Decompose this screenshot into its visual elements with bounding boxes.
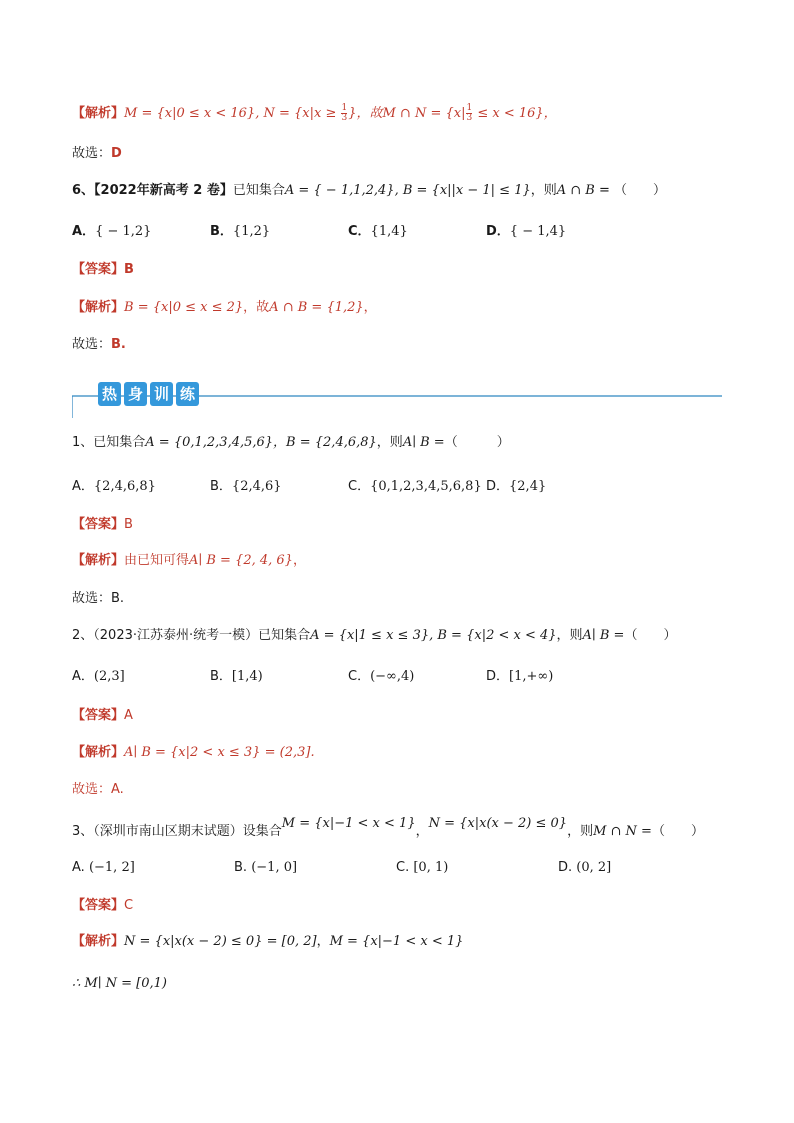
w3-analysis-b: ， — [316, 934, 330, 949]
banner-char-3: 训 — [150, 382, 173, 406]
w2-option-c[interactable]: C．(−∞,4) — [348, 669, 415, 684]
q6-answer — [72, 260, 134, 280]
q6-choose — [72, 335, 126, 355]
q6-analysis — [72, 298, 377, 318]
q6-stem-c: = （ ） — [594, 183, 667, 198]
q6-choose-value: B. — [111, 337, 126, 352]
w2-stem-b: ，则 — [556, 628, 583, 643]
q6-option-d[interactable]: D．{ − 1,4} — [486, 224, 567, 239]
w1-analysis — [72, 551, 306, 571]
w1-stem-c: （ ） — [444, 435, 510, 450]
w2-analysis-tag: 【解析】 — [72, 745, 125, 760]
section-banner-warmup — [72, 380, 722, 420]
w3-analysis-a: N = {x|x(x − 2) ≤ 0} = [0, 2] — [124, 934, 317, 949]
q5-analysis-res-b: ≤ x < 16}， — [473, 106, 557, 121]
w3-option-d[interactable]: D. (0, 2] — [558, 860, 612, 875]
w3-conclusion — [72, 974, 167, 994]
w1-choose-text: 故选：B. — [72, 591, 125, 606]
w1-choose — [72, 589, 124, 609]
w3-stem-n: N = {x|x(x − 2) ≤ 0} — [428, 816, 568, 831]
w1-analysis-b: A∣ B = {2, 4, 6} — [189, 553, 293, 568]
q6-option-c[interactable]: C．{1,4} — [348, 224, 408, 239]
w3-stem-b: ，则 — [567, 824, 594, 839]
w3-answer-value: C — [124, 898, 134, 913]
w3-option-b[interactable]: B. (−1, 0] — [234, 860, 298, 875]
q5-analysis-res-a: M ∩ N = {x| — [382, 106, 466, 121]
q5-analysis-mid: }，故 — [348, 106, 383, 121]
w2-analysis-a: A∣ B = {x|2 < x ≤ 3} = (2,3]. — [124, 745, 315, 760]
w1-analysis-c: ， — [292, 553, 306, 568]
w3-stem-expr: M ∩ N = — [593, 824, 652, 839]
q5-analysis-frac-2: $\frac{1}{3}$ — [466, 103, 473, 123]
w1-analysis-a: 由已知可得 — [124, 553, 190, 568]
w3-stem — [72, 816, 704, 842]
banner-title — [98, 382, 199, 406]
q6-stem-b: ，则 — [530, 183, 557, 198]
w2-stem-a: 2、（2023·江苏泰州·统考一模）已知集合 — [72, 628, 311, 643]
w3-stem-m: M = {x|−1 < x < 1} — [281, 816, 416, 831]
w3-conclusion-text: ∴ M∣ N = [0,1) — [72, 976, 167, 991]
q6-option-a[interactable]: A．{ − 1,2} — [72, 224, 152, 239]
q5-analysis-m: M = {x|0 ≤ x < 16}, N = {x|x ≥ — [124, 106, 341, 121]
w1-stem-expr: A∣ B = — [402, 435, 445, 450]
q6-answer-value: B — [124, 262, 134, 277]
w1-answer-value: B — [124, 517, 133, 532]
w2-option-b[interactable]: B．[1,4) — [210, 669, 263, 684]
w3-option-a[interactable]: A. (−1, 2] — [72, 860, 135, 875]
w3-analysis-tag: 【解析】 — [72, 934, 125, 949]
w3-stem-sep: ， — [415, 824, 429, 839]
q5-analysis-frac: $\frac{1}{3}$ — [341, 103, 348, 123]
q6-analysis-d: ， — [363, 300, 377, 315]
w2-answer-tag: 【答案】 — [72, 708, 125, 723]
q6-analysis-b: ，故 — [243, 300, 270, 315]
q6-stem-expr: A ∩ B — [556, 183, 595, 198]
w2-stem-c: （ ） — [624, 628, 677, 643]
w2-option-a[interactable]: A．(2,3] — [72, 669, 125, 684]
w1-stem-b: ，则 — [376, 435, 403, 450]
q6-analysis-a: B = {x|0 ≤ x ≤ 2} — [124, 300, 244, 315]
w2-stem-expr: A∣ B = — [582, 628, 625, 643]
q6-stem-a: 已知集合 — [232, 183, 285, 198]
q6-answer-tag: 【答案】 — [72, 262, 125, 277]
w1-answer — [72, 515, 133, 535]
w1-option-d[interactable]: D．{2,4} — [486, 479, 547, 494]
w3-answer-tag: 【答案】 — [72, 898, 125, 913]
w2-choose — [72, 780, 124, 800]
w3-option-c[interactable]: C. [0, 1) — [396, 860, 449, 875]
q6-number: 6、 — [72, 183, 95, 198]
w1-stem — [72, 433, 510, 453]
w1-option-a[interactable]: A．{2,4,6,8} — [72, 479, 156, 494]
q6-option-b[interactable]: B．{1,2} — [210, 224, 271, 239]
w2-analysis — [72, 743, 315, 763]
w2-answer — [72, 706, 133, 726]
w1-answer-tag: 【答案】 — [72, 517, 125, 532]
q6-source: 【2022年新高考 2 卷】 — [94, 183, 233, 198]
w1-analysis-tag: 【解析】 — [72, 553, 125, 568]
banner-char-1: 热 — [98, 382, 121, 406]
q6-analysis-tag: 【解析】 — [72, 300, 125, 315]
q5-choose-value: D — [111, 146, 122, 161]
banner-char-4: 练 — [176, 382, 199, 406]
w3-answer — [72, 896, 133, 916]
w2-choose-text: 故选：A. — [72, 782, 124, 797]
w2-stem-sets: A = {x|1 ≤ x ≤ 3}, B = {x|2 < x < 4} — [310, 628, 557, 643]
w3-stem-a: 3、（深圳市南山区期末试题）设集合 — [72, 824, 282, 839]
q5-analysis-tag: 【解析】 — [72, 106, 125, 121]
q5-choose-label: 故选： — [72, 146, 112, 161]
q6-choose-label: 故选： — [72, 337, 112, 352]
w2-option-d[interactable]: D．[1,+∞) — [486, 669, 554, 684]
w3-analysis-c: M = {x|−1 < x < 1} — [329, 934, 464, 949]
q5-analysis — [72, 104, 557, 124]
q6-analysis-c: A ∩ B = {1,2} — [269, 300, 364, 315]
w3-stem-c: （ ） — [651, 824, 704, 839]
w1-option-c[interactable]: C．{0,1,2,3,4,5,6,8} — [348, 479, 482, 494]
w1-stem-a: 1、已知集合 — [72, 435, 146, 450]
w1-stem-sets: A = {0,1,2,3,4,5,6}，B = {2,4,6,8} — [145, 435, 377, 450]
w2-stem — [72, 626, 676, 646]
w2-answer-value: A — [124, 708, 133, 723]
q6-stem — [72, 181, 666, 201]
w3-analysis — [72, 932, 463, 952]
banner-char-2: 身 — [124, 382, 147, 406]
w1-option-b[interactable]: B．{2,4,6} — [210, 479, 282, 494]
q5-choose — [72, 144, 122, 164]
q6-stem-sets: A = { − 1,1,2,4}, B = {x||x − 1| ≤ 1} — [284, 183, 531, 198]
